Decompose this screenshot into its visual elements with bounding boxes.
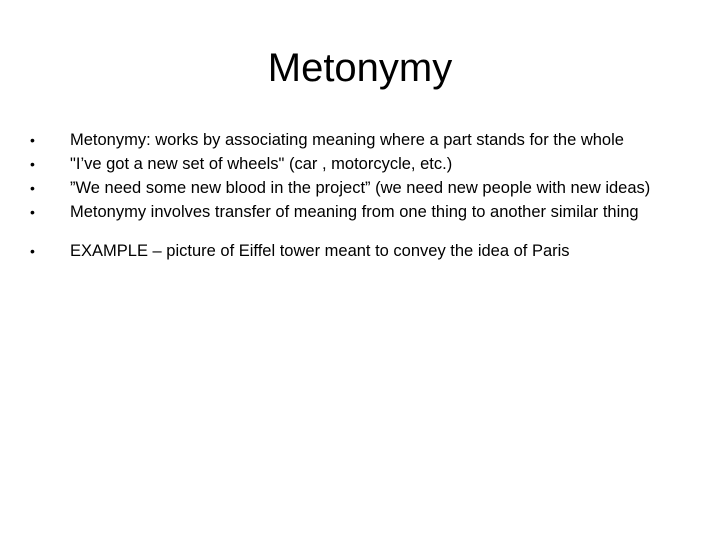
bullet-dot-icon: •	[30, 156, 35, 172]
bullet-text: EXAMPLE – picture of Eiffel tower meant to convey the idea of Paris	[70, 242, 570, 260]
bullet-text: Metonymy: works by associating meaning where a part stands for the whole	[70, 131, 624, 149]
bullet-item	[30, 178, 670, 199]
bullet-item	[30, 130, 670, 151]
bullet-list	[30, 130, 670, 265]
slide-title: Metonymy	[267, 46, 453, 90]
bullet-dot-icon: •	[30, 204, 35, 220]
bullet-item	[30, 241, 670, 262]
bullet-dot-icon: •	[30, 243, 35, 259]
bullet-item	[30, 154, 670, 175]
bullet-dot-icon: •	[30, 132, 35, 148]
bullet-text: ”We need some new blood in the project” (we need new people with new ideas)	[70, 179, 651, 197]
bullet-item	[30, 202, 670, 223]
bullet-text: Metonymy involves transfer of meaning from one thing to another similar thing	[70, 203, 639, 221]
bullet-text: "I’ve got a new set of wheels" (car , motorcycle, etc.)	[70, 155, 453, 173]
bullet-dot-icon: •	[30, 180, 35, 196]
